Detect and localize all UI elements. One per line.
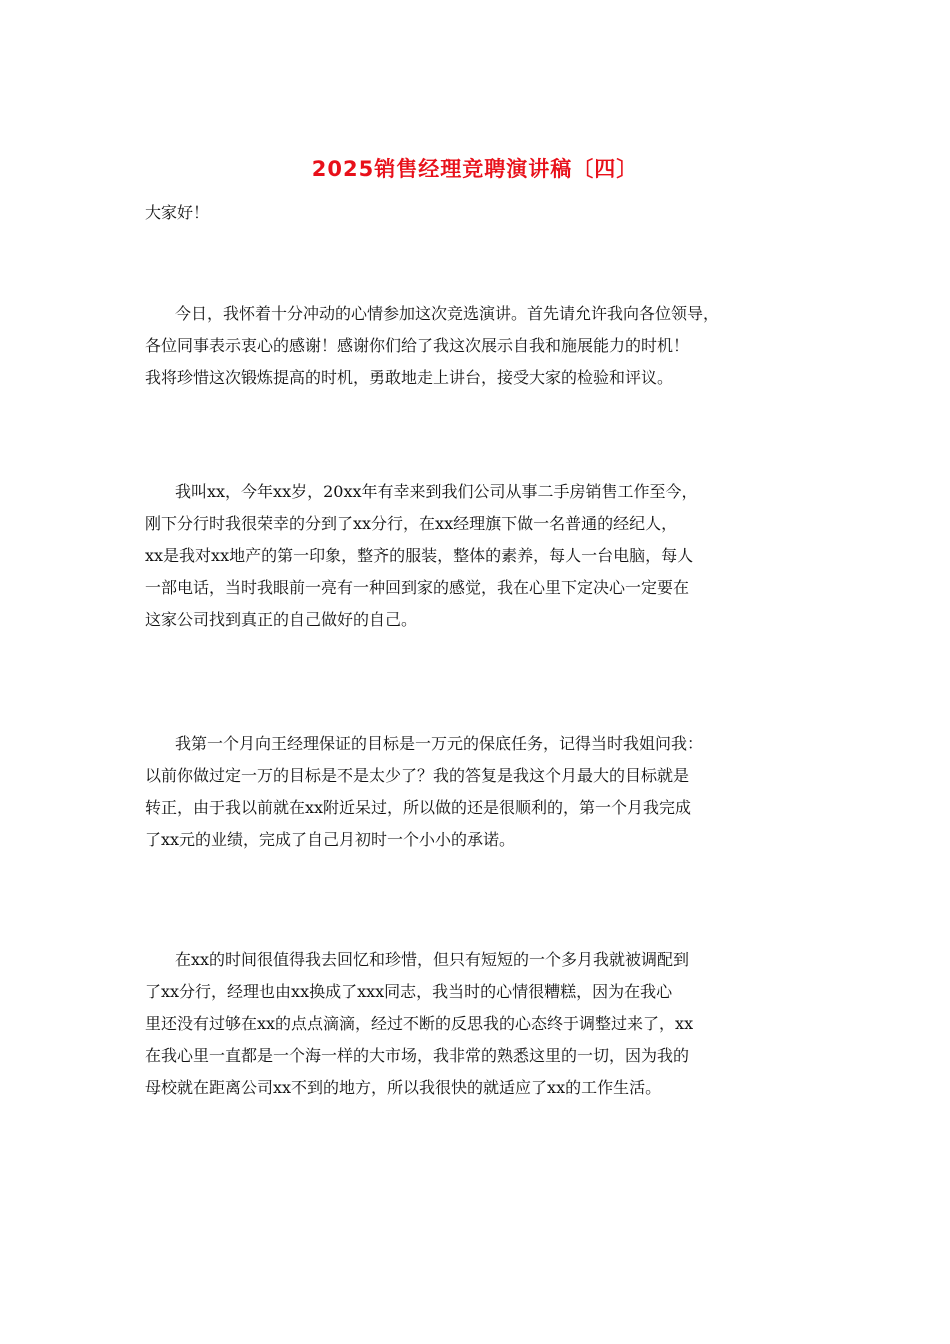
- paragraph-line: 我叫xx，今年xx岁，20xx年有幸来到我们公司从事二手房销售工作至今，: [175, 482, 698, 501]
- paragraph-line: 了xx元的业绩，完成了自己月初时一个小小的承诺。: [145, 830, 516, 849]
- document-title: 2025销售经理竞聘演讲稿〔四〕: [311, 157, 639, 181]
- paragraph-line: 在我心里一直都是一个海一样的大市场，我非常的熟悉这里的一切，因为我的: [145, 1046, 690, 1065]
- paragraph-line: 里还没有过够在xx的点点滴滴，经过不断的反思我的心态终于调整过来了，xx: [145, 1014, 694, 1033]
- paragraph-line: 我第一个月向王经理保证的目标是一万元的保底任务，记得当时我姐问我：: [175, 734, 704, 753]
- paragraph-line: 这家公司找到真正的自己做好的自己。: [145, 610, 418, 629]
- paragraph-line: xx是我对xx地产的第一印象，整齐的服装，整体的素养，每人一台电脑，每人: [145, 546, 694, 565]
- paragraph-line: 在xx的时间很值得我去回忆和珍惜，但只有短短的一个多月我就被调配到: [175, 950, 690, 969]
- paragraph-1: [145, 298, 825, 394]
- paragraph-4: [145, 944, 825, 1104]
- paragraph-line: 今日，我怀着十分冲动的心情参加这次竞选演讲。首先请允许我向各位领导，: [175, 304, 720, 323]
- paragraph-line: 以前你做过定一万的目标是不是太少了？我的答复是我这个月最大的目标就是: [145, 766, 690, 785]
- paragraph-2: [145, 476, 825, 636]
- paragraph-line: 了xx分行，经理也由xx换成了xxx同志，我当时的心情很糟糕，因为在我心: [145, 982, 673, 1001]
- paragraph-line: 母校就在距离公司xx不到的地方，所以我很快的就适应了xx的工作生活。: [145, 1078, 662, 1097]
- paragraph-line: 转正，由于我以前就在xx附近呆过，所以做的还是很顺利的，第一个月我完成: [145, 798, 692, 817]
- greeting: 大家好！: [145, 203, 210, 222]
- paragraph-line: 刚下分行时我很荣幸的分到了xx分行，在xx经理旗下做一名普通的经纪人，: [145, 514, 678, 533]
- paragraph-line: 一部电话，当时我眼前一亮有一种回到家的感觉，我在心里下定决心一定要在: [145, 578, 690, 597]
- paragraph-3: [145, 728, 825, 856]
- paragraph-line: 我将珍惜这次锻炼提高的时机，勇敢地走上讲台，接受大家的检验和评议。: [145, 368, 674, 387]
- paragraph-line: 各位同事表示衷心的感谢！感谢你们给了我这次展示自我和施展能力的时机！: [145, 336, 690, 355]
